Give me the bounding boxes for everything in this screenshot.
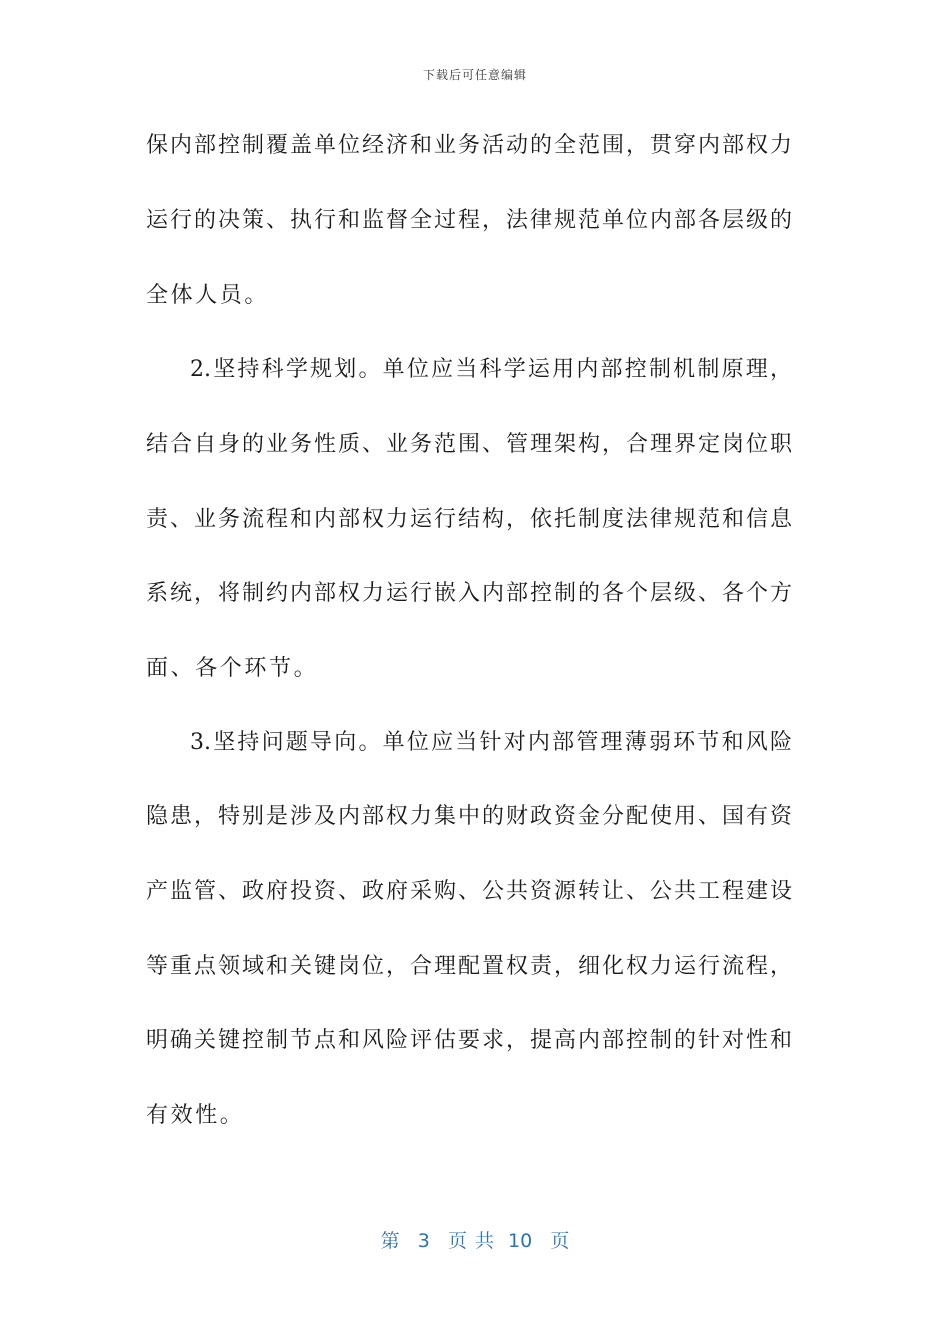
footer-current-page: 3 bbox=[417, 1230, 430, 1252]
paragraph-2-line-5: 面、各个环节。 bbox=[146, 656, 319, 681]
paragraph-1-line-1: 保内部控制覆盖单位经济和业务活动的全范围，贯穿内部权力 bbox=[146, 133, 792, 158]
paragraph-3-line-1: 3.坚持问题导向。单位应当针对内部管理薄弱环节和风险 bbox=[190, 730, 792, 755]
paragraph-2-line-3: 责、业务流程和内部权力运行结构，依托制度法律规范和信息 bbox=[146, 507, 792, 532]
paragraph-2-line-2: 结合自身的业务性质、业务范围、管理架构，合理界定岗位职 bbox=[146, 432, 792, 457]
paragraph-3-line-4: 等重点领域和关键岗位，合理配置权责，细化权力运行流程， bbox=[146, 954, 792, 979]
paragraph-2-line-4: 系统，将制约内部权力运行嵌入内部控制的各个层级、各个方 bbox=[146, 581, 792, 606]
footer-page-suffix: 页 bbox=[550, 1230, 570, 1252]
paragraph-3-line-2: 隐患，特别是涉及内部权力集中的财政资金分配使用、国有资 bbox=[146, 804, 792, 829]
header-note: 下载后可任意编辑 bbox=[422, 68, 527, 82]
paragraph-2-line-1: 2.坚持科学规划。单位应当科学运用内部控制机制原理， bbox=[190, 357, 792, 382]
paragraph-3-line-5: 明确关键控制节点和风险评估要求，提高内部控制的针对性和 bbox=[146, 1028, 792, 1053]
paragraph-1-line-3: 全体人员。 bbox=[146, 283, 270, 308]
footer-total-pages: 10 bbox=[508, 1230, 533, 1252]
footer-page-prefix: 第 bbox=[380, 1230, 400, 1252]
paragraph-3-line-3: 产监管、政府投资、政府采购、公共资源转让、公共工程建设 bbox=[146, 879, 792, 904]
page-footer bbox=[0, 1226, 950, 1253]
paragraph-3-line-6: 有效性。 bbox=[146, 1103, 245, 1128]
paragraph-1-line-2: 运行的决策、执行和监督全过程，法律规范单位内部各层级的 bbox=[146, 208, 792, 233]
footer-page-mid: 页共 bbox=[447, 1230, 502, 1252]
